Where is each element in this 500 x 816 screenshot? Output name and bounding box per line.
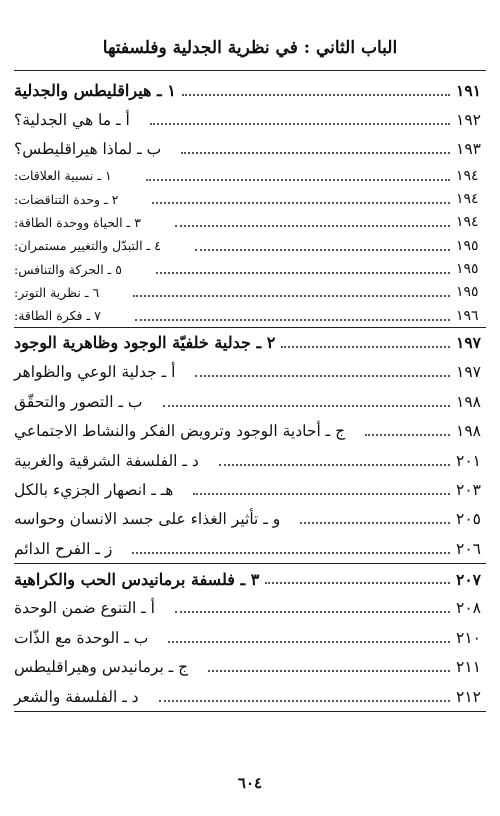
dot-leader [300, 508, 450, 524]
toc-entry-title: ٥ ـ الحركة والتنافس: [14, 261, 122, 277]
dot-leader [135, 305, 450, 321]
top-divider [14, 70, 486, 71]
toc-page-number: ٢١٠ [456, 628, 481, 647]
toc-entry-row [14, 135, 486, 164]
toc-entry-title: ١ ـ نسبية العلاقات: [14, 168, 112, 184]
toc-entry-row [14, 358, 486, 387]
toc-entry-row [14, 105, 486, 134]
toc-page-number: ١٩٥ [456, 284, 479, 301]
toc-entry-title: ٣ ـ الحياة ووحدة الطاقة: [14, 214, 141, 230]
dot-leader [175, 211, 450, 227]
toc-page-number: ١٩٨ [456, 422, 481, 441]
toc-page-number: ١٩٣ [456, 140, 481, 159]
toc-page-number: ١٩١ [456, 81, 481, 101]
toc-page-number: ١٩٥ [456, 261, 479, 277]
toc-entry-row [14, 387, 486, 416]
dot-leader [365, 420, 450, 436]
dot-leader [195, 235, 450, 251]
dot-leader [159, 686, 450, 702]
toc-entry-title: ج ـ برمانيدس وهيراقليطس [14, 658, 189, 677]
toc-page-number: ١٩٨ [456, 392, 481, 411]
toc-entry-title: أ ـ ما هي الجدلية؟ [14, 111, 130, 130]
toc-page-number: ٢٠٥ [456, 510, 481, 529]
toc-entry-row [14, 594, 486, 623]
dot-leader [265, 568, 450, 584]
toc-page-number: ١٩٤ [456, 191, 479, 208]
dot-leader [281, 332, 450, 348]
toc-entry-row [14, 446, 486, 475]
toc-entry-row [14, 505, 486, 534]
toc-entry-row [14, 304, 486, 327]
toc-entry-title: ٣ ـ فلسفة برمانيدس الحب والكراهية [14, 569, 260, 589]
dot-leader [219, 450, 450, 466]
toc-entry-row [14, 281, 486, 304]
toc-entry-row [14, 257, 486, 280]
toc-entry-title: ٤ ـ التبدّل والتغيير مستمران: [14, 238, 161, 254]
toc-entry-title: ز ـ الفرح الدائم [14, 539, 113, 558]
toc-entry-row [14, 416, 486, 445]
toc-entry-title: د ـ الفلسفة الشرقية والغربية [14, 451, 199, 470]
dot-leader [168, 627, 450, 643]
toc-entry-title: ب ـ التصور والتحقّق [14, 392, 143, 411]
toc-page-number: ٢٠٧ [456, 569, 481, 589]
toc-page-number: ١٩٤ [456, 214, 479, 231]
chapter-heading: الباب الثاني : في نظرية الجدلية وفلسفتها [102, 38, 398, 58]
toc-section-row [14, 327, 486, 357]
toc-page-number: ١٩٢ [456, 111, 481, 130]
toc-entry-title: أ ـ جدلية الوعي والظواهر [14, 363, 176, 382]
toc-entry-title: ٧ ـ فكرة الطاقة: [14, 308, 101, 324]
dot-leader [163, 391, 450, 407]
dot-leader [208, 656, 450, 672]
dot-leader [193, 479, 450, 495]
toc-page-number: ٢٠٣ [456, 480, 481, 499]
toc-entry-row [14, 475, 486, 504]
dot-leader [152, 188, 450, 204]
page-number: ٦٠٤ [237, 774, 263, 792]
toc-page-number: ٢٠٨ [456, 599, 481, 618]
toc-entry-title: ٦ ـ نظرية التوتر: [14, 284, 100, 300]
dot-leader [195, 361, 450, 377]
toc-page-number: ١٩٦ [456, 307, 479, 324]
toc-page-number: ٢١١ [456, 658, 481, 677]
toc-entry-row [14, 534, 486, 563]
dot-leader [146, 165, 450, 181]
dot-leader [150, 109, 450, 125]
toc-entry-row [14, 623, 486, 652]
toc-entry-title: ب ـ لماذا هيراقليطس؟ [14, 140, 162, 159]
dot-leader [175, 597, 450, 613]
toc-entry-row [14, 211, 486, 234]
toc-page-number: ١٩٧ [456, 333, 481, 353]
dot-leader [133, 281, 450, 297]
toc-page-number: ٢٠٦ [456, 539, 481, 558]
toc-entry-row [14, 164, 486, 187]
toc-entry-title: ج ـ أحادية الوجود وترويض الفكر والنشاط الاجتماعي [14, 422, 346, 441]
dot-leader [132, 538, 450, 554]
toc-section-row [14, 76, 486, 105]
dot-leader [181, 138, 450, 154]
toc-entry-row [14, 234, 486, 257]
toc-entry-row [14, 187, 486, 210]
toc-page-number: ٢٠١ [456, 451, 481, 470]
toc-entry-title: ٢ ـ جدلية خلفيّة الوجود وظاهرية الوجود [14, 333, 276, 353]
toc-entry-title: د ـ الفلسفة والشعر [14, 687, 139, 706]
dot-leader [156, 258, 450, 274]
toc-page-number: ١٩٥ [456, 237, 479, 254]
toc-entry-row [14, 682, 486, 712]
toc-entry-title: ٢ ـ وحدة التناقضات: [14, 191, 119, 207]
toc-page-number: ٢١٢ [456, 687, 481, 706]
toc-entry-title: هـ ـ انصهار الجزيء بالكل [14, 480, 174, 499]
toc-entry-title: ١ ـ هيراقليطس والجدلية [14, 81, 176, 101]
toc-page-number: ١٩٧ [456, 363, 481, 382]
toc-entry-title: ب ـ الوحدة مع الذّات [14, 628, 149, 647]
toc-section-row [14, 563, 486, 593]
toc-entry-title: و ـ تأثير الغذاء على جسد الانسان وحواسه [14, 510, 281, 529]
toc-entry-row [14, 653, 486, 682]
table-of-contents [14, 76, 486, 712]
toc-entry-title: أ ـ التنوع ضمن الوحدة [14, 599, 155, 618]
toc-page-number: ١٩٤ [456, 167, 479, 184]
dot-leader [182, 80, 450, 96]
